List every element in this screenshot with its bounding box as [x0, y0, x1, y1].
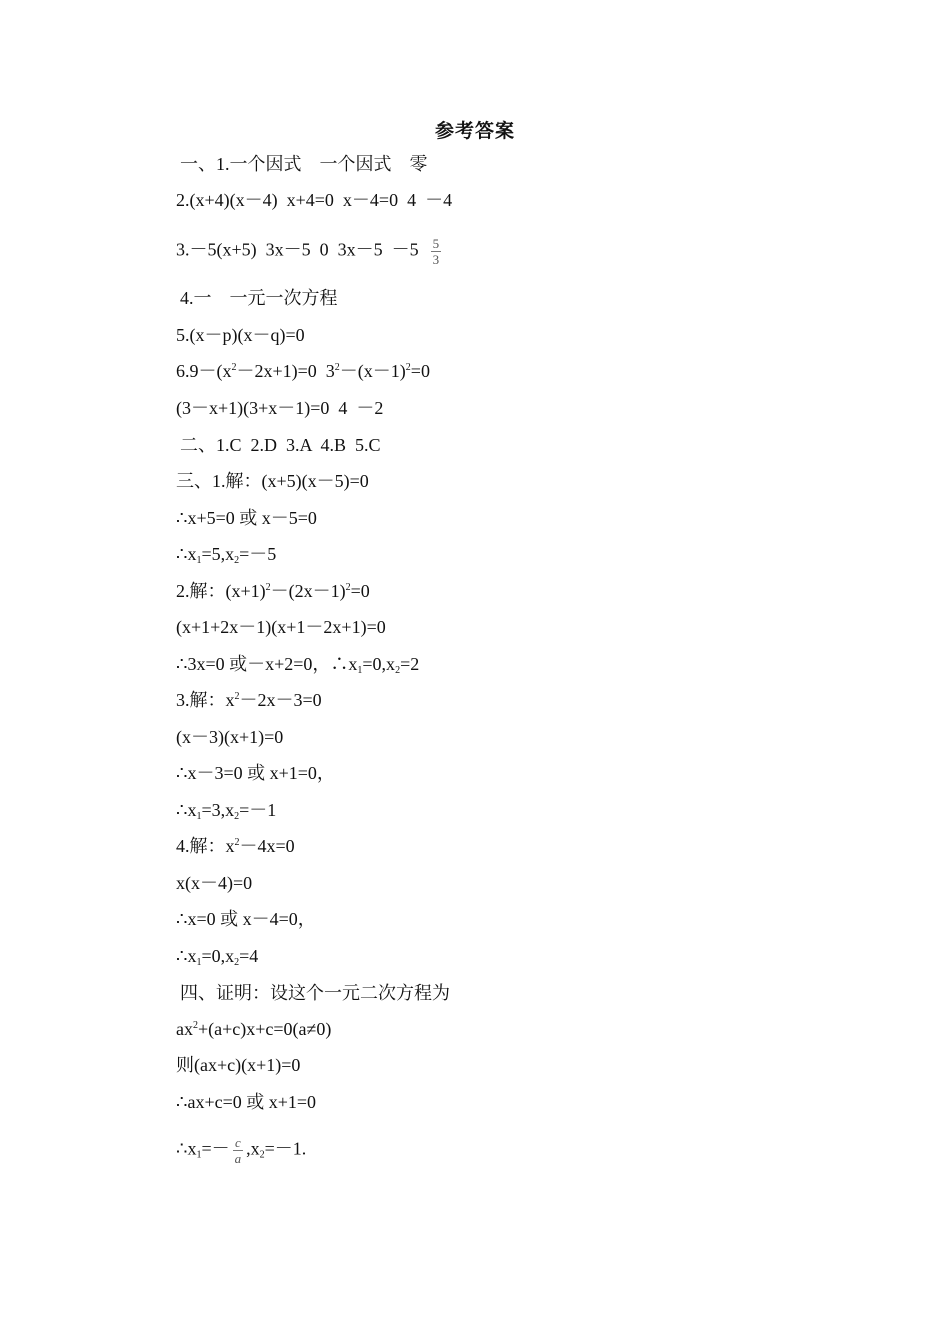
s3-p1-l1: 三、1.解：(x+5)(x－5)=0 [176, 471, 369, 491]
text: =3,x [201, 800, 235, 820]
text: ∴x [176, 800, 197, 820]
fraction-numerator: 5 [432, 236, 440, 251]
text: －(2x－1) [270, 581, 346, 601]
text: ax [176, 1019, 193, 1039]
subscript: 2 [234, 811, 240, 822]
s4-l4: ∴ax+c=0 或 x+1=0 [176, 1092, 317, 1112]
text: =0,x [362, 654, 396, 674]
text: ∴3x=0 或－x+2=0，∴x [176, 654, 358, 674]
text: =0,x [201, 946, 235, 966]
s1-q3 [176, 236, 444, 267]
fraction-numerator: c [233, 1135, 244, 1151]
text: －2x+1)=0 3 [236, 361, 335, 381]
s3-p3-l1 [176, 688, 322, 712]
s1-q5: 5.(x－p)(x－q)=0 [176, 325, 305, 345]
text: =0 [410, 361, 430, 381]
s1-q1: 一、1.一个因式 一个因式 零 [180, 154, 428, 174]
s3-p4-l4 [176, 944, 258, 968]
text: =－ [201, 1138, 230, 1159]
text: －2x－3=0 [239, 690, 322, 710]
text: ∴x [176, 544, 197, 564]
text: +(a+c)x+c=0(a≠0) [198, 1019, 332, 1039]
s3-p1-l3 [176, 542, 276, 566]
page-title: 参考答案 [434, 121, 515, 142]
subscript: 2 [259, 1149, 265, 1161]
superscript: 2 [345, 582, 351, 593]
text: －(x－1) [339, 361, 406, 381]
subscript: 1 [196, 1149, 202, 1161]
fraction-c-a [233, 1135, 244, 1166]
s4-l5 [176, 1135, 306, 1166]
text: 4.解：x [176, 836, 235, 856]
s3-p2-l3 [176, 652, 419, 676]
superscript: 2 [334, 362, 340, 373]
subscript: 2 [395, 665, 401, 676]
subscript: 1 [196, 957, 202, 968]
s1-q6a [176, 359, 430, 383]
s2-answers: 二、1.C 2.D 3.A 4.B 5.C [180, 435, 381, 455]
s3-p2-l2: (x+1+2x－1)(x+1－2x+1)=0 [176, 617, 386, 637]
fraction-denominator: 3 [432, 252, 440, 267]
s3-p2-l1 [176, 579, 370, 603]
s3-p1-l2: ∴x+5=0 或 x－5=0 [176, 508, 317, 528]
superscript: 2 [405, 362, 411, 373]
s1-q2: 2.(x+4)(x－4) x+4=0 x－4=0 4 －4 [176, 190, 453, 210]
superscript: 2 [234, 837, 240, 848]
s4-l3: 则(ax+c)(x+1)=0 [176, 1055, 301, 1075]
text: ,x [246, 1138, 260, 1159]
text: =－5 [239, 544, 277, 564]
text: ∴x [176, 946, 197, 966]
text: =－1 [239, 800, 277, 820]
text: =5,x [201, 544, 235, 564]
text: =4 [239, 946, 259, 966]
s3-p3-l3: ∴x－3=0 或 x+1=0， [176, 763, 335, 783]
s1-q4: 4.一 一元一次方程 [180, 288, 338, 308]
superscript: 2 [265, 582, 271, 593]
s3-p4-l2: x(x－4)=0 [176, 873, 253, 893]
text: －4x=0 [239, 836, 295, 856]
subscript: 2 [234, 555, 240, 566]
subscript: 1 [196, 555, 202, 566]
superscript: 2 [193, 1020, 198, 1031]
s4-l1: 四、证明：设这个一元二次方程为 [180, 983, 450, 1003]
s3-p4-l1 [176, 834, 295, 858]
superscript: 2 [231, 362, 237, 373]
s3-p3-l4 [176, 798, 276, 822]
subscript: 2 [234, 957, 240, 968]
subscript: 1 [196, 811, 202, 822]
text: 6.9－(x [176, 361, 232, 381]
text: =－1. [264, 1138, 307, 1159]
s1-q6b: (3－x+1)(3+x－1)=0 4 －2 [176, 398, 384, 418]
s4-l2 [176, 1017, 331, 1041]
fraction-5-3 [431, 236, 442, 267]
fraction-denominator: a [234, 1151, 242, 1166]
s1-q3-text: 3.－5(x+5) 3x－5 0 3x－5 －5 [176, 239, 428, 260]
text: =0 [350, 581, 370, 601]
superscript: 2 [234, 691, 240, 702]
text: 2.解：(x+1) [176, 581, 266, 601]
text: ∴x [176, 1138, 197, 1159]
subscript: 1 [357, 665, 363, 676]
s3-p3-l2: (x－3)(x+1)=0 [176, 727, 284, 747]
text: =2 [400, 654, 420, 674]
text: 3.解：x [176, 690, 235, 710]
s3-p4-l3: ∴x=0 或 x－4=0， [176, 909, 316, 929]
